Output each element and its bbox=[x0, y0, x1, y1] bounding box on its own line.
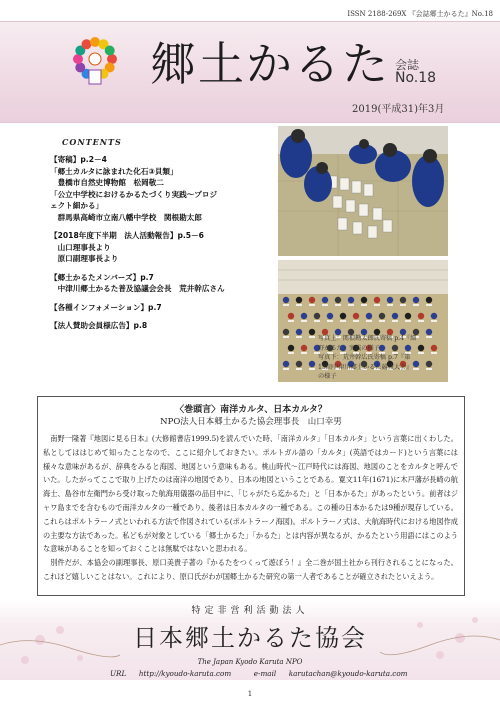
hall-figure bbox=[283, 361, 289, 367]
hall-figure bbox=[296, 361, 302, 367]
hall-card-row bbox=[392, 320, 398, 322]
toc-line: 【郷土かるたメンバーズ】p.7 bbox=[50, 272, 154, 282]
article-paragraph: 南野一隆著『地図に見る日本』(大修館書店1999.5)を読んでいた時、「南洋カルタ」「日本カルタ」という言葉に出くわした。私としてははじめて知ったことなので、ここに紹介しておきたい。ポルトガル語の「カルタ」(英語ではカード)という言葉には様々な意味があるが、辞典をみると海図、地図という意味もある。桃山時代～江戸時代には海図、地図のことをカルタと呼んでいた。したがってここで取り上げたのは南洋の地図であり、日本の地図ということである。寛文11年(1671)に木戸藩が長崎の航海士、島谷市左衛門から受け取った航海用儀器の品目中に、「じゃがたら迄かるた」と「日本かるた」があったという。前者はジャワ島までを含むもので南洋カルタの一種であり、後者は日本カルタの一種である。この種の日本かるたは9種が現存している。これらはポルトラーノ式といわれる方法で作図されている(ポルトラーノ海図)。ポルトラーノ式は、大航海時代における地図作成の主要な方法であった。私どもが対象としている「郷土かるた」「かるた」とは内容が異なるが、かるたという用語にはこのような意味があることを知っておくことは無駄ではないと思われる。 bbox=[43, 434, 458, 554]
hall-figure bbox=[327, 313, 333, 319]
toc-line: 【2018年度下半期 法人活動報告】p.5－6 bbox=[50, 231, 204, 240]
toc-line: 「公立中学校におけるかるたづくり実践～プロジ bbox=[50, 189, 218, 199]
hall-figure bbox=[335, 297, 341, 303]
npo-label: 特定非営利活動法人 bbox=[191, 606, 309, 616]
contact-links bbox=[110, 669, 407, 678]
hall-figure bbox=[426, 329, 432, 335]
toc-line: 「郷土カルタに詠まれた化石③貝類」 bbox=[50, 166, 178, 176]
caption-top: 写真上：関根勘太郎氏寄稿 p.4『細野かるた』実践の様子 bbox=[318, 335, 417, 352]
logo-petal bbox=[107, 54, 117, 64]
hall-card-row bbox=[283, 336, 289, 338]
photo-classroom-karuta bbox=[278, 126, 448, 256]
hall-card-row bbox=[426, 368, 432, 370]
hall-card-row bbox=[296, 368, 302, 370]
hall-card-row bbox=[309, 304, 315, 306]
toc-line: 【寄稿】p.2－4 bbox=[50, 155, 107, 164]
logo-petal bbox=[90, 37, 100, 47]
hall-figure bbox=[405, 313, 411, 319]
hall-figure bbox=[361, 297, 367, 303]
hall-figure bbox=[387, 297, 393, 303]
hall-card-row bbox=[418, 352, 424, 354]
hall-figure bbox=[322, 297, 328, 303]
logo-petal bbox=[105, 46, 115, 56]
hall-figure bbox=[283, 329, 289, 335]
hall-card-row bbox=[327, 320, 333, 322]
hall-card-row bbox=[314, 320, 320, 322]
hall-card-row bbox=[309, 368, 315, 370]
logo-petal bbox=[82, 39, 92, 49]
publication-title: 郷土かるた bbox=[150, 37, 390, 91]
hall-figure bbox=[296, 329, 302, 335]
hall-card-row bbox=[296, 304, 302, 306]
hall-card-row bbox=[426, 336, 432, 338]
hall-card-row bbox=[335, 304, 341, 306]
hall-figure bbox=[426, 297, 432, 303]
issue-number: No.18 bbox=[395, 70, 437, 86]
hall-card-row bbox=[418, 320, 424, 322]
hall-card-row bbox=[301, 320, 307, 322]
photo-captions bbox=[318, 334, 418, 382]
hall-figure bbox=[283, 297, 289, 303]
hall-card-row bbox=[366, 320, 372, 322]
table-of-contents bbox=[50, 154, 225, 332]
hall-card-row bbox=[283, 304, 289, 306]
hall-figure bbox=[366, 313, 372, 319]
issue-date: 2019(平成31)年3月 bbox=[352, 104, 445, 115]
hall-figure bbox=[309, 361, 315, 367]
toc-line: 【各種インフォメーション】p.7 bbox=[50, 302, 162, 312]
hall-figure bbox=[418, 313, 424, 319]
url-label: URL bbox=[110, 669, 127, 678]
hall-figure bbox=[301, 345, 307, 351]
hall-figure bbox=[288, 345, 294, 351]
association-name: 日本郷土かるた協会 bbox=[133, 624, 367, 652]
hall-card-row bbox=[296, 336, 302, 338]
hall-card-row bbox=[288, 352, 294, 354]
article-body bbox=[43, 432, 458, 584]
hall-card-row bbox=[340, 320, 346, 322]
hall-figure bbox=[374, 297, 380, 303]
hall-figure bbox=[309, 297, 315, 303]
hall-figure bbox=[314, 313, 320, 319]
page-number: 1 bbox=[247, 690, 253, 698]
hall-card-row bbox=[431, 352, 437, 354]
hall-card-row bbox=[348, 304, 354, 306]
caption-bottom: 写真下：荒井幹広氏寄稿 p.7『第13回中津川郷土かるた競技大会』の様子 bbox=[318, 354, 413, 380]
logo-petal bbox=[75, 63, 85, 73]
toc-line: 山口理事長より bbox=[50, 242, 111, 252]
association-logo bbox=[62, 30, 128, 96]
toc-line: 原口副理事長より bbox=[50, 254, 119, 263]
website-link[interactable]: http://kyoudo-karuta.com bbox=[138, 669, 232, 678]
email-label: e-mail bbox=[253, 669, 277, 678]
hall-figure bbox=[288, 313, 294, 319]
association-english-name: The Japan Kyodo Karuta NPO bbox=[197, 658, 303, 666]
hall-card-row bbox=[283, 368, 289, 370]
hall-card-row bbox=[379, 320, 385, 322]
hall-figure bbox=[309, 329, 315, 335]
hall-figure bbox=[301, 313, 307, 319]
logo-petal bbox=[73, 54, 83, 64]
hall-figure bbox=[431, 313, 437, 319]
hall-figure bbox=[296, 297, 302, 303]
hall-card-row bbox=[288, 320, 294, 322]
hall-card-row bbox=[400, 304, 406, 306]
toc-line: 【法人賛助会員様広告】p.8 bbox=[50, 321, 148, 330]
hall-card-row bbox=[374, 304, 380, 306]
hall-card-row bbox=[301, 352, 307, 354]
hall-figure bbox=[413, 297, 419, 303]
toc-line: 中津川郷土かるた普及協議会会長 荒井幹広さん bbox=[50, 284, 225, 293]
hall-figure bbox=[348, 297, 354, 303]
toc-line: 群馬県高崎市立南八幡中学校 関根勘太郎 bbox=[50, 212, 202, 222]
toc-line: 豊橋市自然史博物館 松岡敬二 bbox=[50, 178, 164, 187]
hall-figure bbox=[392, 313, 398, 319]
hall-card-row bbox=[309, 336, 315, 338]
issn-line: ISSN 2188-269X 『会誌郷土かるた』No.18 bbox=[347, 10, 493, 18]
toc-line: ェクト細かる」 bbox=[50, 201, 104, 210]
hall-figure bbox=[379, 313, 385, 319]
contents-heading: CONTENTS bbox=[62, 137, 122, 147]
hall-card-row bbox=[361, 304, 367, 306]
email-link[interactable]: karutachan@kyoudo-karuta.com bbox=[288, 669, 408, 678]
article-paragraph: 別件だが、本協会の副理事長、原口美貴子著の『かるたをつくって遊ぼう！』全二巻が国土社から刊行されることになった。これほど嬉しいことはない。これにより、原口氏がわが国郷土かるた研究の第一人者であることが確立されたといえよう。 bbox=[43, 558, 458, 581]
hall-figure bbox=[353, 313, 359, 319]
hall-figure bbox=[418, 345, 424, 351]
hall-figure bbox=[426, 361, 432, 367]
hall-figure bbox=[400, 297, 406, 303]
article-author: NPO法人日本郷土かるた協会理事長 山口幸男 bbox=[160, 417, 342, 427]
hall-card-row bbox=[431, 320, 437, 322]
hall-card-row bbox=[387, 304, 393, 306]
article-heading: 〈巻頭言〉南洋カルタ、日本カルタ？ bbox=[175, 405, 327, 415]
hall-card-row bbox=[353, 320, 359, 322]
hall-card-row bbox=[405, 320, 411, 322]
journal-label: 会誌 bbox=[395, 58, 420, 72]
hall-figure bbox=[431, 345, 437, 351]
hall-figure bbox=[340, 313, 346, 319]
hall-card-row bbox=[413, 304, 419, 306]
hall-card-row bbox=[322, 304, 328, 306]
hall-card-row bbox=[426, 304, 432, 306]
